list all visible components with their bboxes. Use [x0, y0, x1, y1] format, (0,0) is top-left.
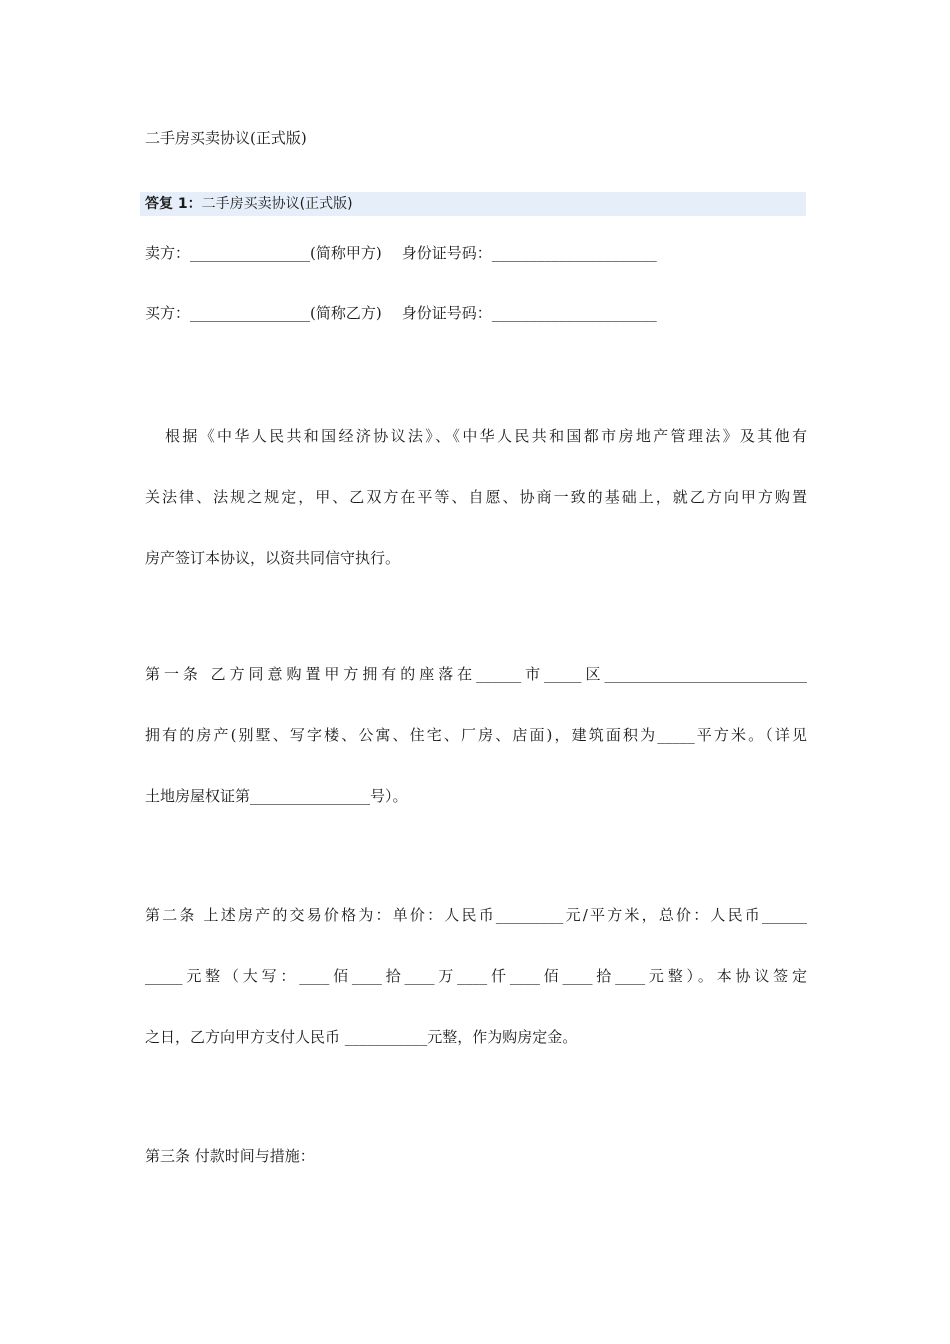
preamble-line: 根据《中华人民共和国经济协议法》、《中华人民共和国都市房地产管理法》及其他有 — [165, 427, 807, 445]
buyer-label: 买方： — [145, 304, 191, 322]
article-2-line: _____元整（大写：____佰____拾____万____仟____佰____拾____元整）。本协议签定 — [145, 967, 807, 985]
seller-alias: (简称甲方) — [310, 244, 382, 262]
reply-header — [145, 194, 353, 214]
preamble-line: 房产签订本协议，以资共同信守执行。 — [145, 549, 401, 567]
article-1 — [145, 664, 807, 847]
buyer-line — [145, 303, 657, 323]
article-3-heading: 第三条 付款时间与措施： — [145, 1147, 315, 1165]
article-2-line: 之日，乙方向甲方支付人民币 ___________元整，作为购房定金。 — [145, 1028, 578, 1046]
seller-line — [145, 243, 657, 263]
document-title: 二手房买卖协议(正式版) — [145, 129, 307, 147]
seller-name-blank: ________________ — [190, 244, 311, 262]
preamble-paragraph — [145, 426, 807, 609]
article-1-line: 第一条 乙方同意购置甲方拥有的座落在______市_____区___________________________ — [145, 665, 807, 683]
article-2 — [145, 905, 807, 1088]
seller-label: 卖方： — [145, 244, 191, 262]
seller-id-blank: ______________________ — [491, 244, 657, 262]
reply-text: 二手房买卖协议(正式版) — [201, 196, 353, 212]
buyer-name-blank: ________________ — [190, 304, 311, 322]
seller-id-label: 身份证号码： — [401, 244, 492, 262]
article-1-line: 拥有的房产(别墅、写字楼、公寓、住宅、厂房、店面)，建筑面积为_____平方米。（详见 — [145, 726, 807, 744]
buyer-id-blank: ______________________ — [491, 304, 657, 322]
buyer-id-label: 身份证号码： — [401, 304, 492, 322]
reply-label: 答复 1： — [145, 196, 202, 212]
buyer-alias: (简称乙方) — [310, 304, 382, 322]
article-2-line: 第二条 上述房产的交易价格为：单价：人民币_________元/平方米，总价：人民币______ — [145, 906, 807, 924]
preamble-line: 关法律、法规之规定，甲、乙双方在平等、自愿、协商一致的基础上，就乙方向甲方购置 — [145, 488, 807, 506]
article-1-line: 土地房屋权证第________________号）。 — [145, 787, 408, 805]
